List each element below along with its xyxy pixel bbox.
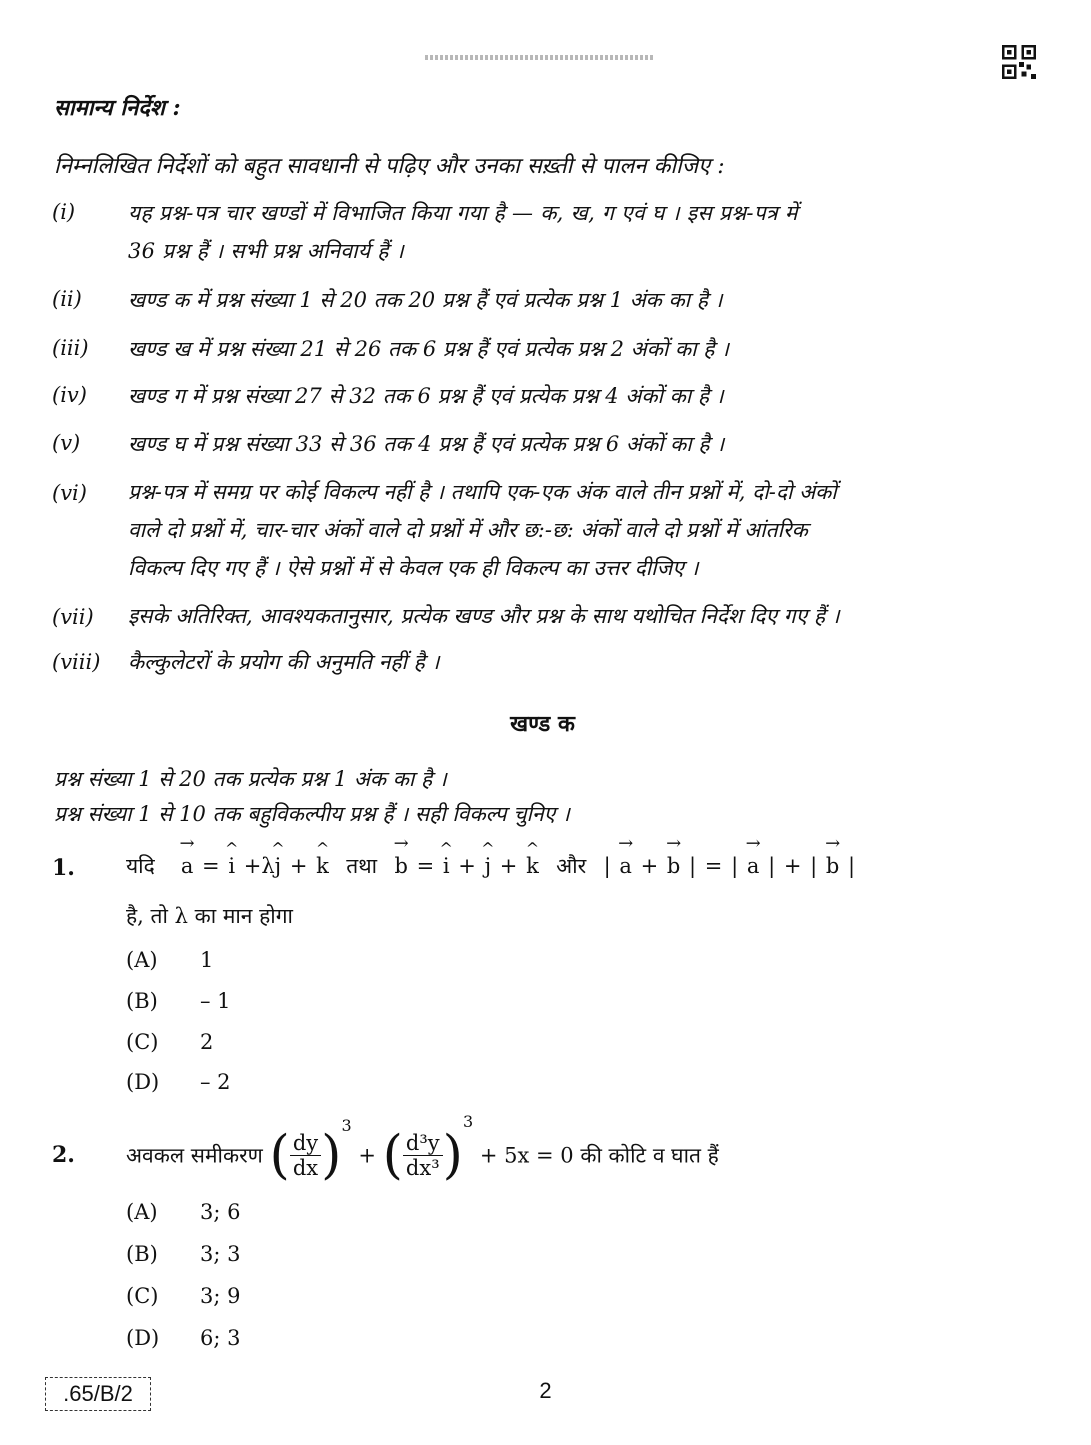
option: (A) 3; 6 bbox=[126, 1200, 241, 1224]
instruction-text: कैल्कुलेटरों के प्रयोग की अनुमति नहीं है । bbox=[128, 650, 440, 674]
instruction-num: (iii) bbox=[52, 336, 89, 360]
option: (A) 1 bbox=[126, 948, 214, 972]
page-number: 2 bbox=[539, 1378, 552, 1403]
instruction-num: (vi) bbox=[52, 481, 87, 505]
option: (B) 3; 3 bbox=[126, 1242, 241, 1266]
option: (C) 2 bbox=[126, 1030, 214, 1054]
instruction-text: खण्ड ग में प्रश्न संख्या 27 से 32 तक 6 प्रश्न हैं एवं प्रत्येक प्रश्न 4 अंकों का है । bbox=[128, 384, 724, 408]
instruction-num: (iv) bbox=[52, 383, 87, 407]
instructions-intro: निम्नलिखित निर्देशों को बहुत सावधानी से पढ़िए और उनका सख़्ती से पालन कीजिए : bbox=[54, 154, 725, 179]
general-instructions-heading: सामान्य निर्देश : bbox=[54, 95, 181, 121]
instruction-text: खण्ड ख में प्रश्न संख्या 21 से 26 तक 6 प्रश्न हैं एवं प्रत्येक प्रश्न 2 अंकों का है । bbox=[128, 337, 729, 361]
instruction-text: खण्ड क में प्रश्न संख्या 1 से 20 तक 20 प्रश्न हैं एवं प्रत्येक प्रश्न 1 अंक का है । bbox=[128, 288, 723, 312]
instruction-text: इसके अतिरिक्त, आवश्यकतानुसार, प्रत्येक खण्ड और प्रश्न के साथ यथोचित निर्देश दिए गए हैं । bbox=[128, 604, 840, 628]
question-1-expression: यदि → a = ^ i +λ^ j + ^ k तथा → b = ^ i + ^ j + ^ k और | → a + → b | = | → a | + | → b | bbox=[126, 848, 855, 880]
option: (D) 6; 3 bbox=[126, 1326, 241, 1350]
instruction-num: (v) bbox=[52, 431, 81, 455]
option: (B) – 1 bbox=[126, 989, 231, 1013]
qr-code-icon bbox=[1002, 45, 1036, 79]
question-1-line2: है, तो λ का मान होगा bbox=[126, 904, 293, 928]
instruction-num: (i) bbox=[52, 200, 76, 224]
section-note-2: प्रश्न संख्या 1 से 10 तक बहुविकल्पीय प्रश्न हैं । सही विकल्प चुनिए । bbox=[54, 802, 570, 826]
question-number: 1. bbox=[52, 855, 75, 881]
instruction-text: खण्ड घ में प्रश्न संख्या 33 से 36 तक 4 प्रश्न हैं एवं प्रत्येक प्रश्न 6 अंकों का है । bbox=[128, 432, 725, 456]
option: (C) 3; 9 bbox=[126, 1284, 241, 1308]
question-number: 2. bbox=[52, 1142, 75, 1168]
option: (D) – 2 bbox=[126, 1070, 231, 1094]
header-microtext bbox=[425, 55, 655, 60]
paper-code: .65/B/2 bbox=[45, 1377, 151, 1411]
instruction-text: प्रश्न-पत्र में समग्र पर कोई विकल्प नहीं है । तथापि एक-एक अंक वाले तीन प्रश्नों में, दो-दो अंकों वाले दो प्रश्नों में, चार-चार अंकों वाले दो प्रश्नों में और छ:-छ: अंकों वाले दो प्रश्नों में आंतरिक विकल्प दिए गए हैं । ऐसे प्रश्नों में से केवल एक ही विकल्प का उत्तर दीजिए । bbox=[128, 480, 837, 580]
instruction-num: (ii) bbox=[52, 287, 82, 311]
section-note-1: प्रश्न संख्या 1 से 20 तक प्रत्येक प्रश्न 1 अंक का है । bbox=[54, 767, 447, 791]
section-title: खण्ड क bbox=[510, 711, 575, 737]
instruction-num: (vii) bbox=[52, 605, 94, 629]
question-2-expression: अवकल समीकरण ( $\frac{dy}{dx}$ )$^3$ + ( $\frac{\text{d³y}}{\text{dx³}}$ )$^3$ + 5x = 0 की कोटि व घात हैं bbox=[126, 1112, 719, 1186]
instruction-num: (viii) bbox=[52, 650, 101, 674]
instruction-text: यह प्रश्न-पत्र चार खण्डों में विभाजित किया गया है — क, ख, ग एवं घ । इस प्रश्न-पत्र में 36 प्रश्न हैं । सभी प्रश्न अनिवार्य हैं । bbox=[128, 201, 798, 263]
